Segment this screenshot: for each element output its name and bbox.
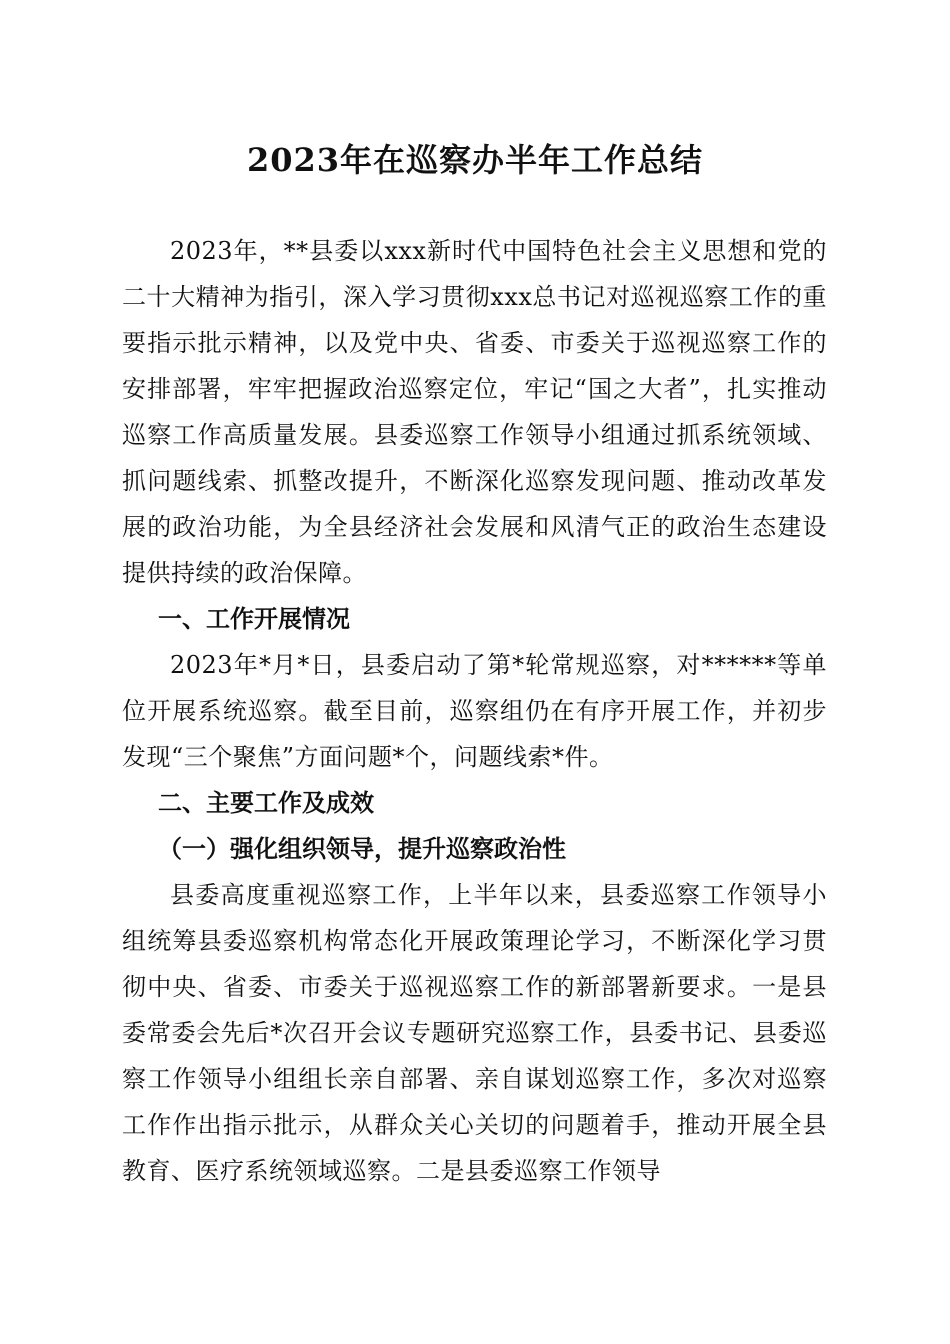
- subsection-heading-leadership: （一）强化组织领导，提升巡察政治性: [158, 834, 566, 863]
- intro-paragraph: 2023年，**县委以xxx新时代中国特色社会主义思想和党的二十大精神为指引，深入学习贯彻xxx总书记对巡视巡察工作的重要指示批示精神，以及党中央、省委、市委关于巡视巡察工作的安排部署，牢牢把握政治巡察定位，牢记“国之大者”，扎实推动巡察工作高质量发展。县委巡察工作领导小组通过抓系统领域、抓问题线索、抓整改提升，不断深化巡察发现问题、推动改革发展的政治功能，为全县经济社会发展和风清气正的政治生态建设提供持续的政治保障。: [122, 237, 827, 587]
- section-heading-work-progress: 一、工作开展情况: [158, 605, 350, 633]
- document-title: 2023年在巡察办半年工作总结: [246, 141, 704, 179]
- leadership-paragraph: 县委高度重视巡察工作，上半年以来，县委巡察工作领导小组统筹县委巡察机构常态化开展政策理论学习，不断深化学习贯彻中央、省委、市委关于巡视巡察工作的新部署新要求。一是县委常委会先后*次召开会议专题研究巡察工作，县委书记、县委巡察工作领导小组组长亲自部署、亲自谋划巡察工作，多次对巡察工作作出指示批示，从群众关心关切的问题着手，推动开展全县教育、医疗系统领域巡察。二是县委巡察工作领导: [122, 881, 827, 1185]
- document-body: [122, 228, 827, 1194]
- section-heading-main-work: 二、主要工作及成效: [158, 789, 374, 817]
- work-progress-paragraph: 2023年*月*日，县委启动了第*轮常规巡察，对******等单位开展系统巡察。截至目前，巡察组仍在有序开展工作，并初步发现“三个聚焦”方面问题*个，问题线索*件。: [122, 651, 827, 771]
